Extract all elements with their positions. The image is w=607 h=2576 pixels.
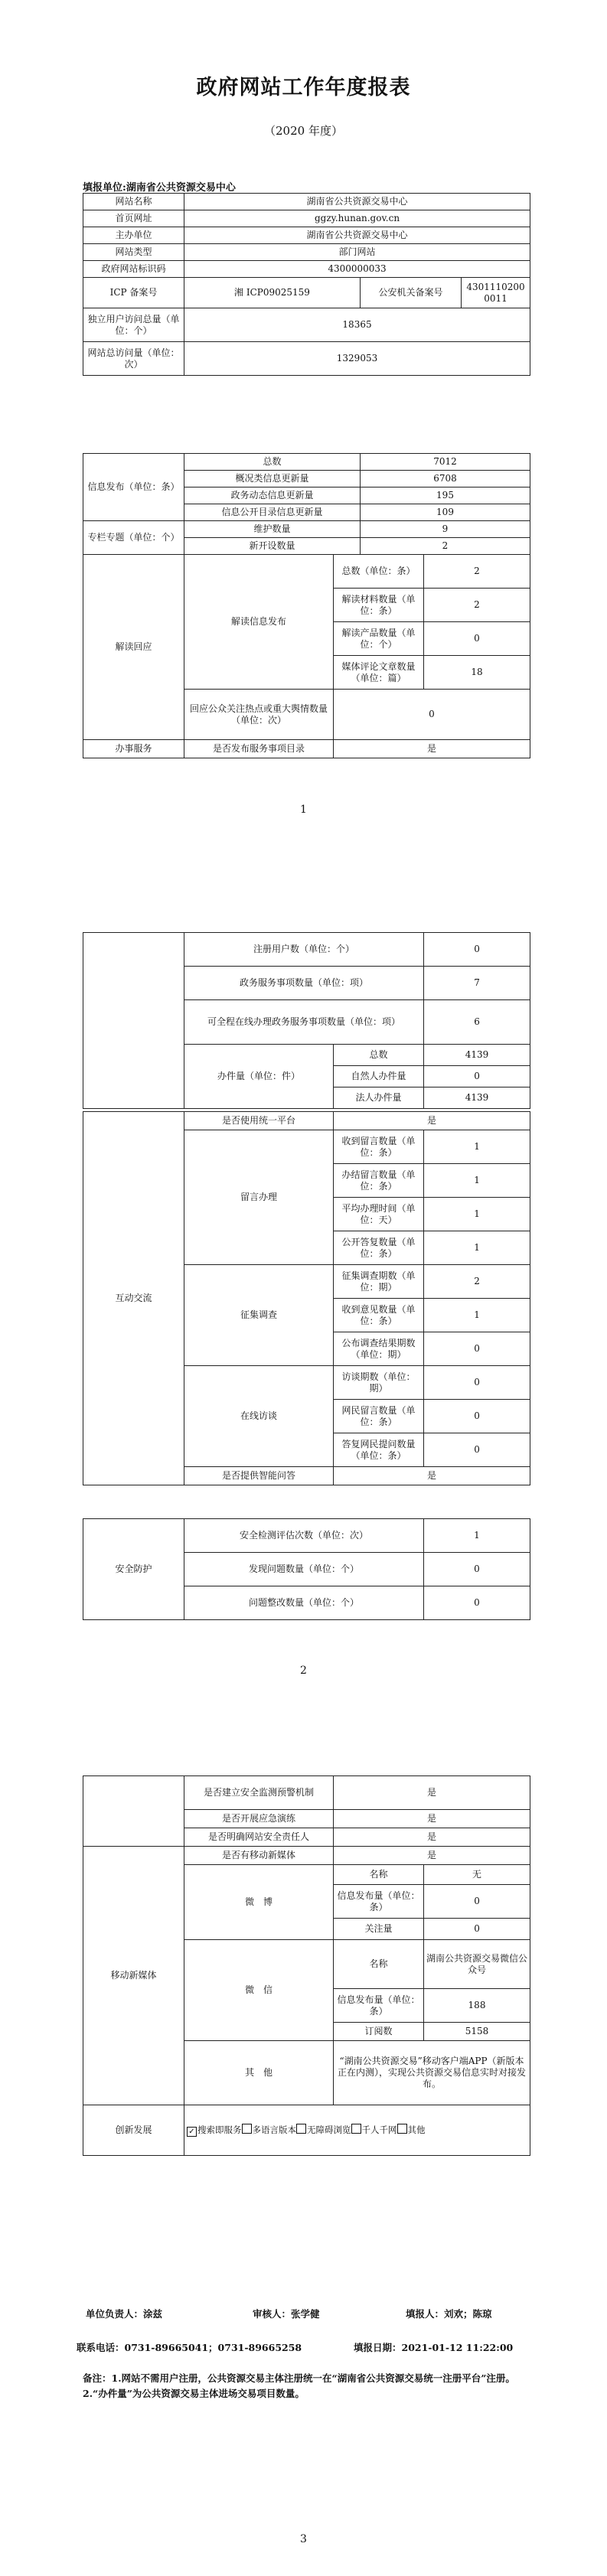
weibo-row-value: 0: [424, 1885, 530, 1919]
online-row-value: 0: [424, 1400, 530, 1433]
innovation-options: [184, 2105, 530, 2156]
security-extra-label: 是否明确网站安全责任人: [184, 1828, 334, 1847]
service-group-cont: [83, 933, 184, 1109]
organizer-value: 湖南省公共资源交易中心: [184, 227, 530, 244]
security-extra-value: 是: [334, 1810, 530, 1828]
weibo-row-label: 信息发布量（单位：条）: [334, 1885, 424, 1919]
service-table: [83, 932, 530, 1109]
message-row-label: 公开答复数量（单位：条）: [334, 1231, 424, 1265]
handle-row-value: 0: [424, 1066, 530, 1087]
service-row-label: 可全程在线办理政务服务事项数量（单位：项）: [184, 1000, 424, 1045]
survey-row-value: 2: [424, 1265, 530, 1299]
site-code-label: 政府网站标识码: [83, 261, 184, 278]
online-row-label: 访谈期数（单位：期）: [334, 1366, 424, 1400]
message-row-value: 1: [424, 1231, 530, 1265]
interpret-table: [83, 554, 530, 758]
interpret-row-label: 媒体评论文章数量（单位：篇）: [334, 656, 424, 690]
innovation-option[interactable]: 无障碍浏览: [296, 2124, 351, 2135]
interpret-row-value: 2: [424, 589, 530, 622]
security-row-value: 0: [424, 1553, 530, 1586]
interpret-row-value: 0: [424, 622, 530, 656]
innovation-option[interactable]: 其他: [397, 2124, 426, 2135]
filler-unit-label: 填报单位:: [83, 182, 126, 194]
survey-row-value: 1: [424, 1299, 530, 1332]
site-name-label: 网站名称: [83, 194, 184, 210]
handle-row-value: 4139: [424, 1087, 530, 1109]
icp-label: ICP 备案号: [83, 278, 184, 308]
column-row-value: 2: [361, 538, 530, 555]
service-row-value: 0: [424, 933, 530, 967]
wechat-row-value: 湖南公共资源交易微信公众号: [424, 1940, 530, 1989]
security-row-label: 问题整改数量（单位：个）: [184, 1586, 424, 1620]
weibo-row-label: 名称: [334, 1865, 424, 1885]
info-release-table: [83, 453, 530, 555]
online-group: 在线访谈: [184, 1366, 334, 1467]
contact-phone: 联系电话：0731-89665041；0731-89665258: [77, 2342, 302, 2353]
column-row-value: 9: [361, 521, 530, 538]
online-row-label: 网民留言数量（单位：条）: [334, 1400, 424, 1433]
site-type-value: 部门网站: [184, 244, 530, 261]
interact-table: [83, 1111, 530, 1485]
organizer-label: 主办单位: [83, 227, 184, 244]
info-row-label: 政务动态信息更新量: [184, 487, 361, 504]
info-row-label: 概况类信息更新量: [184, 471, 361, 487]
site-code-value: 4300000033: [184, 261, 530, 278]
filler-unit-value: 湖南省公共资源交易中心: [126, 182, 236, 194]
interpret-sub: 解读信息发布: [184, 555, 334, 690]
security-group: 安全防护: [83, 1519, 184, 1620]
weibo-row-value: 0: [424, 1919, 530, 1940]
message-row-value: 1: [424, 1164, 530, 1198]
page-number: 3: [300, 2533, 307, 2545]
wechat-row-label: 订阅数: [334, 2023, 424, 2041]
site-type-label: 网站类型: [83, 244, 184, 261]
survey-row-label: 征集调查期数（单位：期）: [334, 1265, 424, 1299]
report-year: （2020 年度）: [264, 124, 343, 138]
checkbox-icon[interactable]: [242, 2124, 252, 2134]
online-row-label: 答复网民提问数量（单位：条）: [334, 1433, 424, 1467]
message-group: 留言办理: [184, 1130, 334, 1265]
platform-value: 是: [334, 1112, 530, 1130]
weibo-row-value: 无: [424, 1865, 530, 1885]
interpret-row-label: 解读材料数量（单位：条）: [334, 589, 424, 622]
info-row-value: 6708: [361, 471, 530, 487]
online-row-value: 0: [424, 1433, 530, 1467]
remark: 备注：1.网站不需用户注册，公共资源交易主体注册统一在“湖南省公共资源交易统一注册平台”注册。2.“办件量”为公共资源交易主体进场交易项目数量。: [83, 2372, 515, 2399]
innovation-option[interactable]: ✓ 搜索即服务: [187, 2124, 242, 2135]
home-url-value: ggzy.hunan.gov.cn: [184, 210, 530, 227]
service-directory-value: 是: [334, 740, 530, 758]
info-row-value: 195: [361, 487, 530, 504]
service-group: 办事服务: [83, 740, 184, 758]
views-label: 网站总访问量（单位：次）: [83, 342, 184, 376]
smart-qa-label: 是否提供智能问答: [184, 1467, 334, 1485]
message-row-label: 办结留言数量（单位：条）: [334, 1164, 424, 1198]
views-value: 1329053: [184, 342, 530, 376]
survey-row-value: 0: [424, 1332, 530, 1366]
hot-response-value: 0: [334, 690, 530, 740]
wechat-group: 微 信: [184, 1940, 334, 2041]
info-row-label: 总数: [184, 454, 361, 471]
page-number: 2: [300, 1665, 307, 1677]
online-row-value: 0: [424, 1366, 530, 1400]
security-table: [83, 1518, 530, 1620]
service-row-value: 7: [424, 967, 530, 1000]
weibo-row-label: 关注量: [334, 1919, 424, 1940]
info-release-group: 信息发布（单位：条）: [83, 454, 184, 521]
info-row-value: 7012: [361, 454, 530, 471]
interpret-row-label: 总数（单位：条）: [334, 555, 424, 589]
security-row-label: 安全检测评估次数（单位：次）: [184, 1519, 424, 1553]
basic-info-table: [83, 193, 530, 376]
column-row-label: 维护数量: [184, 521, 361, 538]
mobile-table: [83, 1846, 530, 2156]
report-title: 政府网站工作年度报表: [196, 76, 411, 99]
smart-qa-value: 是: [334, 1467, 530, 1485]
message-row-label: 收到留言数量（单位：条）: [334, 1130, 424, 1164]
mobile-has-label: 是否有移动新媒体: [184, 1847, 334, 1865]
reviewer: 审核人：张学健: [253, 2308, 320, 2320]
weibo-group: 微 博: [184, 1865, 334, 1940]
security-extra-label: 是否开展应急演练: [184, 1810, 334, 1828]
handle-row-label: 总数: [334, 1045, 424, 1066]
security-extra-table: [83, 1775, 530, 1847]
survey-row-label: 公布调查结果期数（单位：期）: [334, 1332, 424, 1366]
service-directory-label: 是否发布服务事项目录: [184, 740, 334, 758]
wechat-row-value: 5158: [424, 2023, 530, 2041]
filler-person: 填报人：刘欢；陈琼: [406, 2308, 492, 2320]
column-group: 专栏专题（单位：个）: [83, 521, 184, 555]
service-row-value: 6: [424, 1000, 530, 1045]
police-value: 43011102000011: [462, 278, 530, 308]
icp-value: 湘 ICP09025159: [184, 278, 361, 308]
police-label: 公安机关备案号: [361, 278, 462, 308]
interpret-group: 解读回应: [83, 555, 184, 740]
security-group-cont: [83, 1776, 184, 1847]
interpret-row-label: 解读产品数量（单位：个）: [334, 622, 424, 656]
checkbox-icon[interactable]: [397, 2124, 407, 2134]
column-row-label: 新开设数量: [184, 538, 361, 555]
mobile-group: 移动新媒体: [83, 1847, 184, 2105]
visitors-label: 独立用户访问总量（单位：个）: [83, 308, 184, 342]
filler-unit: [83, 179, 236, 194]
handle-group: 办件量（单位：件）: [184, 1045, 334, 1109]
interpret-row-value: 18: [424, 656, 530, 690]
security-extra-label: 是否建立安全监测预警机制: [184, 1776, 334, 1810]
other-value: “湖南公共资源交易”移动客户端APP（新版本正在内测），实现公共资源交易信息实时对接发布。: [334, 2041, 530, 2105]
interpret-row-value: 2: [424, 555, 530, 589]
home-url-label: 首页网址: [83, 210, 184, 227]
wechat-row-label: 信息发布量（单位：条）: [334, 1989, 424, 2023]
other-group: 其 他: [184, 2041, 334, 2105]
info-row-value: 109: [361, 504, 530, 521]
page-number: 1: [300, 804, 307, 816]
security-extra-value: 是: [334, 1776, 530, 1810]
mobile-has-value: 是: [334, 1847, 530, 1865]
innovation-option[interactable]: 多语言版本: [242, 2124, 297, 2135]
checkbox-checked-icon[interactable]: ✓: [187, 2127, 197, 2137]
info-row-label: 信息公开目录信息更新量: [184, 504, 361, 521]
message-row-label: 平均办理时间（单位：天）: [334, 1198, 424, 1231]
security-row-value: 1: [424, 1519, 530, 1553]
innovation-group: 创新发展: [83, 2105, 184, 2156]
handle-row-label: 自然人办件量: [334, 1066, 424, 1087]
innovation-option[interactable]: 千人千网: [351, 2124, 397, 2135]
fill-date: 填报日期：2021-01-12 11:22:00: [354, 2342, 514, 2353]
checkbox-icon[interactable]: [351, 2124, 361, 2134]
message-row-value: 1: [424, 1130, 530, 1164]
message-row-value: 1: [424, 1198, 530, 1231]
site-name-value: 湖南省公共资源交易中心: [184, 194, 530, 210]
platform-label: 是否使用统一平台: [184, 1112, 334, 1130]
wechat-row-value: 188: [424, 1989, 530, 2023]
survey-row-label: 收到意见数量（单位：条）: [334, 1299, 424, 1332]
service-row-label: 注册用户数（单位：个）: [184, 933, 424, 967]
hot-response-label: 回应公众关注热点或重大舆情数量（单位：次）: [184, 690, 334, 740]
survey-group: 征集调查: [184, 1265, 334, 1366]
service-row-label: 政务服务事项数量（单位：项）: [184, 967, 424, 1000]
wechat-row-label: 名称: [334, 1940, 424, 1989]
security-extra-value: 是: [334, 1828, 530, 1847]
security-row-value: 0: [424, 1586, 530, 1620]
interact-group: 互动交流: [83, 1112, 184, 1485]
visitors-value: 18365: [184, 308, 530, 342]
handle-row-label: 法人办件量: [334, 1087, 424, 1109]
security-row-label: 发现问题数量（单位：个）: [184, 1553, 424, 1586]
checkbox-icon[interactable]: [296, 2124, 306, 2134]
handle-row-value: 4139: [424, 1045, 530, 1066]
unit-leader: 单位负责人：涂兹: [86, 2308, 163, 2320]
